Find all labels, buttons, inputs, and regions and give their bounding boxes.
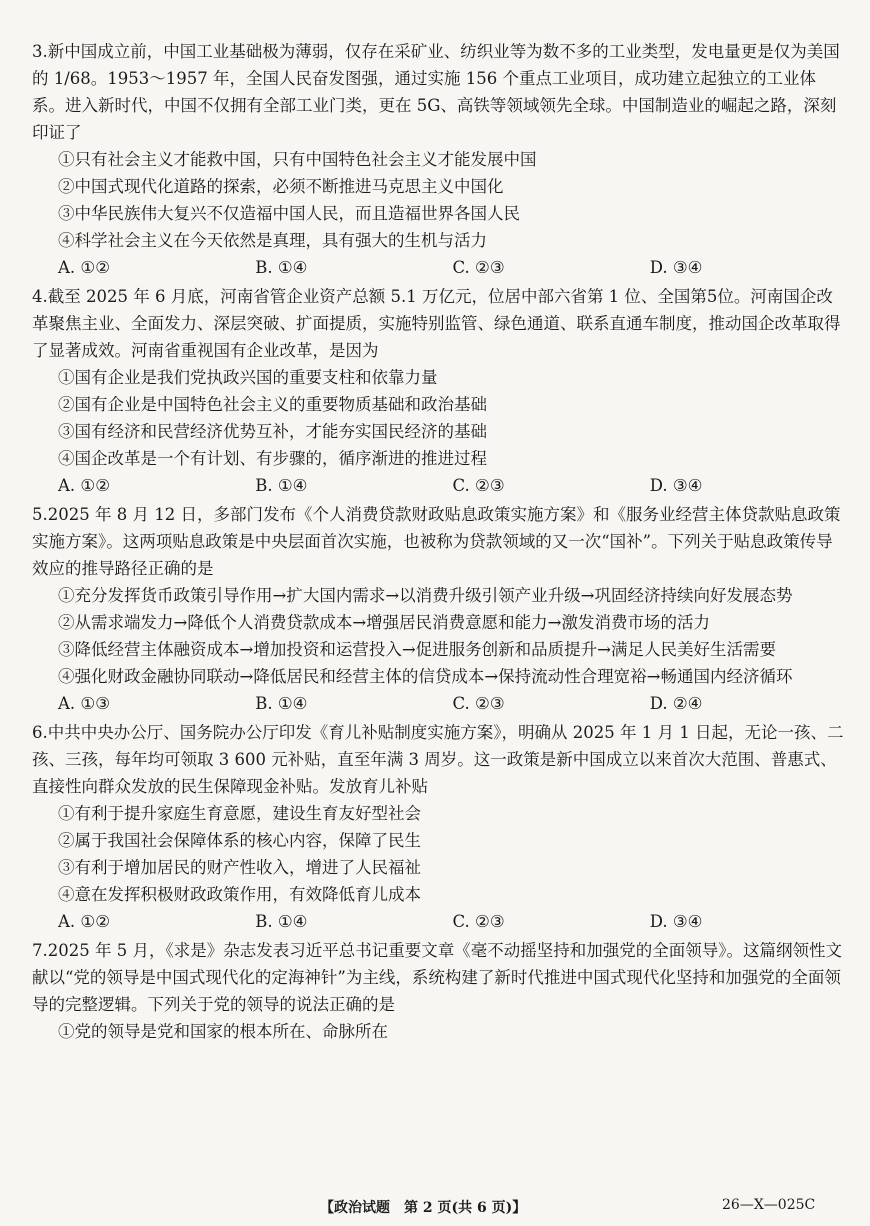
option-b: B. ①④	[255, 694, 308, 713]
question-4	[32, 283, 847, 499]
option-a: A. ①②	[58, 912, 110, 931]
statement-1: ①只有社会主义才能救中国，只有中国特色社会主义才能发展中国	[58, 150, 537, 169]
statement-4: ④意在发挥积极财政政策作用，有效降低育儿成本	[58, 885, 421, 904]
statement-3: ③中华民族伟大复兴不仅造福中国人民，而且造福世界各国人民	[58, 204, 520, 223]
question-stem: 3.新中国成立前，中国工业基础极为薄弱，仅存在采矿业、纺织业等为数不多的工业类型，发电量更是仅为美国的 1/68。1953～1957 年，全国人民奋发图强，通过实施 156 个重点工业项目，成功建立起独立的工业体系。进入新时代，中国不仅拥有全部工业门类，更在 5G、高铁等领域领先全球。中国制造业的崛起之路，深刻印证了	[32, 42, 840, 142]
option-b: B. ①④	[255, 258, 308, 277]
exam-page	[32, 38, 847, 1047]
option-c: C. ②③	[452, 912, 505, 931]
answer-options	[32, 472, 847, 499]
option-c: C. ②③	[452, 258, 505, 277]
answer-options	[32, 908, 847, 935]
paper-code: 26—X—025C	[722, 1197, 816, 1213]
option-d: D. ③④	[649, 476, 703, 495]
question-7	[32, 937, 847, 1045]
option-d: D. ③④	[649, 258, 703, 277]
statement-1: ①有利于提升家庭生育意愿，建设生育友好型社会	[58, 804, 421, 823]
option-c: C. ②③	[452, 476, 505, 495]
option-d: D. ②④	[649, 694, 703, 713]
footer-title: 【政治试题 第 2 页(共 6 页)】	[320, 1200, 527, 1216]
option-a: A. ①②	[58, 258, 110, 277]
statement-1: ①国有企业是我们党执政兴国的重要支柱和依靠力量	[58, 368, 438, 387]
option-b: B. ①④	[255, 912, 308, 931]
option-a: A. ①③	[58, 694, 110, 713]
question-6	[32, 719, 847, 935]
question-3	[32, 38, 847, 281]
option-b: B. ①④	[255, 476, 308, 495]
option-a: A. ①②	[58, 476, 110, 495]
statement-2: ②属于我国社会保障体系的核心内容，保障了民生	[58, 831, 421, 850]
statement-2: ②中国式现代化道路的探索，必须不断推进马克思主义中国化	[58, 177, 504, 196]
statement-3: ③降低经营主体融资成本→增加投资和运营投入→促进服务创新和品质提升→满足人民美好生活需要	[58, 640, 776, 659]
page-footer	[0, 1197, 870, 1221]
statement-4: ④国企改革是一个有计划、有步骤的，循序渐进的推进过程	[58, 449, 487, 468]
statement-3: ③国有经济和民营经济优势互补，才能夯实国民经济的基础	[58, 422, 487, 441]
question-stem: 7.2025 年 5 月，《求是》杂志发表习近平总书记重要文章《毫不动摇坚持和加强党的全面领导》。这篇纲领性文献以“党的领导是中国式现代化的定海神针”为主线，系统构建了新时代推进中国式现代化坚持和加强党的全面领导的完整逻辑。下列关于党的领导的说法正确的是	[32, 941, 842, 1014]
option-d: D. ③④	[649, 912, 703, 931]
statement-4: ④强化财政金融协同联动→降低居民和经营主体的信贷成本→保持流动性合理宽裕→畅通国内经济循环	[58, 667, 793, 686]
statement-2: ②国有企业是中国特色社会主义的重要物质基础和政治基础	[58, 395, 487, 414]
statement-1: ①充分发挥货币政策引导作用→扩大国内需求→以消费升级引领产业升级→巩固经济持续向好发展态势	[58, 586, 793, 605]
question-stem: 5.2025 年 8 月 12 日，多部门发布《个人消费贷款财政贴息政策实施方案》和《服务业经营主体贷款贴息政策实施方案》。这两项贴息政策是中央层面首次实施，也被称为贷款领域的又一次“国补”。下列关于贴息政策传导效应的推导路径正确的是	[32, 505, 841, 578]
statement-3: ③有利于增加居民的财产性收入，增进了人民福祉	[58, 858, 421, 877]
statement-4: ④科学社会主义在今天依然是真理，具有强大的生机与活力	[58, 231, 487, 250]
option-c: C. ②③	[452, 694, 505, 713]
question-5	[32, 501, 847, 717]
answer-options	[32, 254, 847, 281]
statement-1: ①党的领导是党和国家的根本所在、命脉所在	[58, 1022, 388, 1041]
answer-options	[32, 690, 847, 717]
statement-2: ②从需求端发力→降低个人消费贷款成本→增强居民消费意愿和能力→激发消费市场的活力	[58, 613, 710, 632]
question-stem: 6.中共中央办公厅、国务院办公厅印发《育儿补贴制度实施方案》，明确从 2025 年 1 月 1 日起，无论一孩、二孩、三孩，每年均可领取 3 600 元补贴，直至年满 3 周岁。这一政策是新中国成立以来首次大范围、普惠式、直接性向群众发放的民生保障现金补贴。发放育儿补贴	[32, 723, 844, 796]
question-stem: 4.截至 2025 年 6 月底，河南省管企业资产总额 5.1 万亿元，位居中部六省第 1 位、全国第5位。河南国企改革聚焦主业、全面发力、深层突破、扩面提质，实施特别监管、绿色通道、联系直通车制度，推动国企改革取得了显著成效。河南省重视国有企业改革，是因为	[32, 287, 841, 360]
